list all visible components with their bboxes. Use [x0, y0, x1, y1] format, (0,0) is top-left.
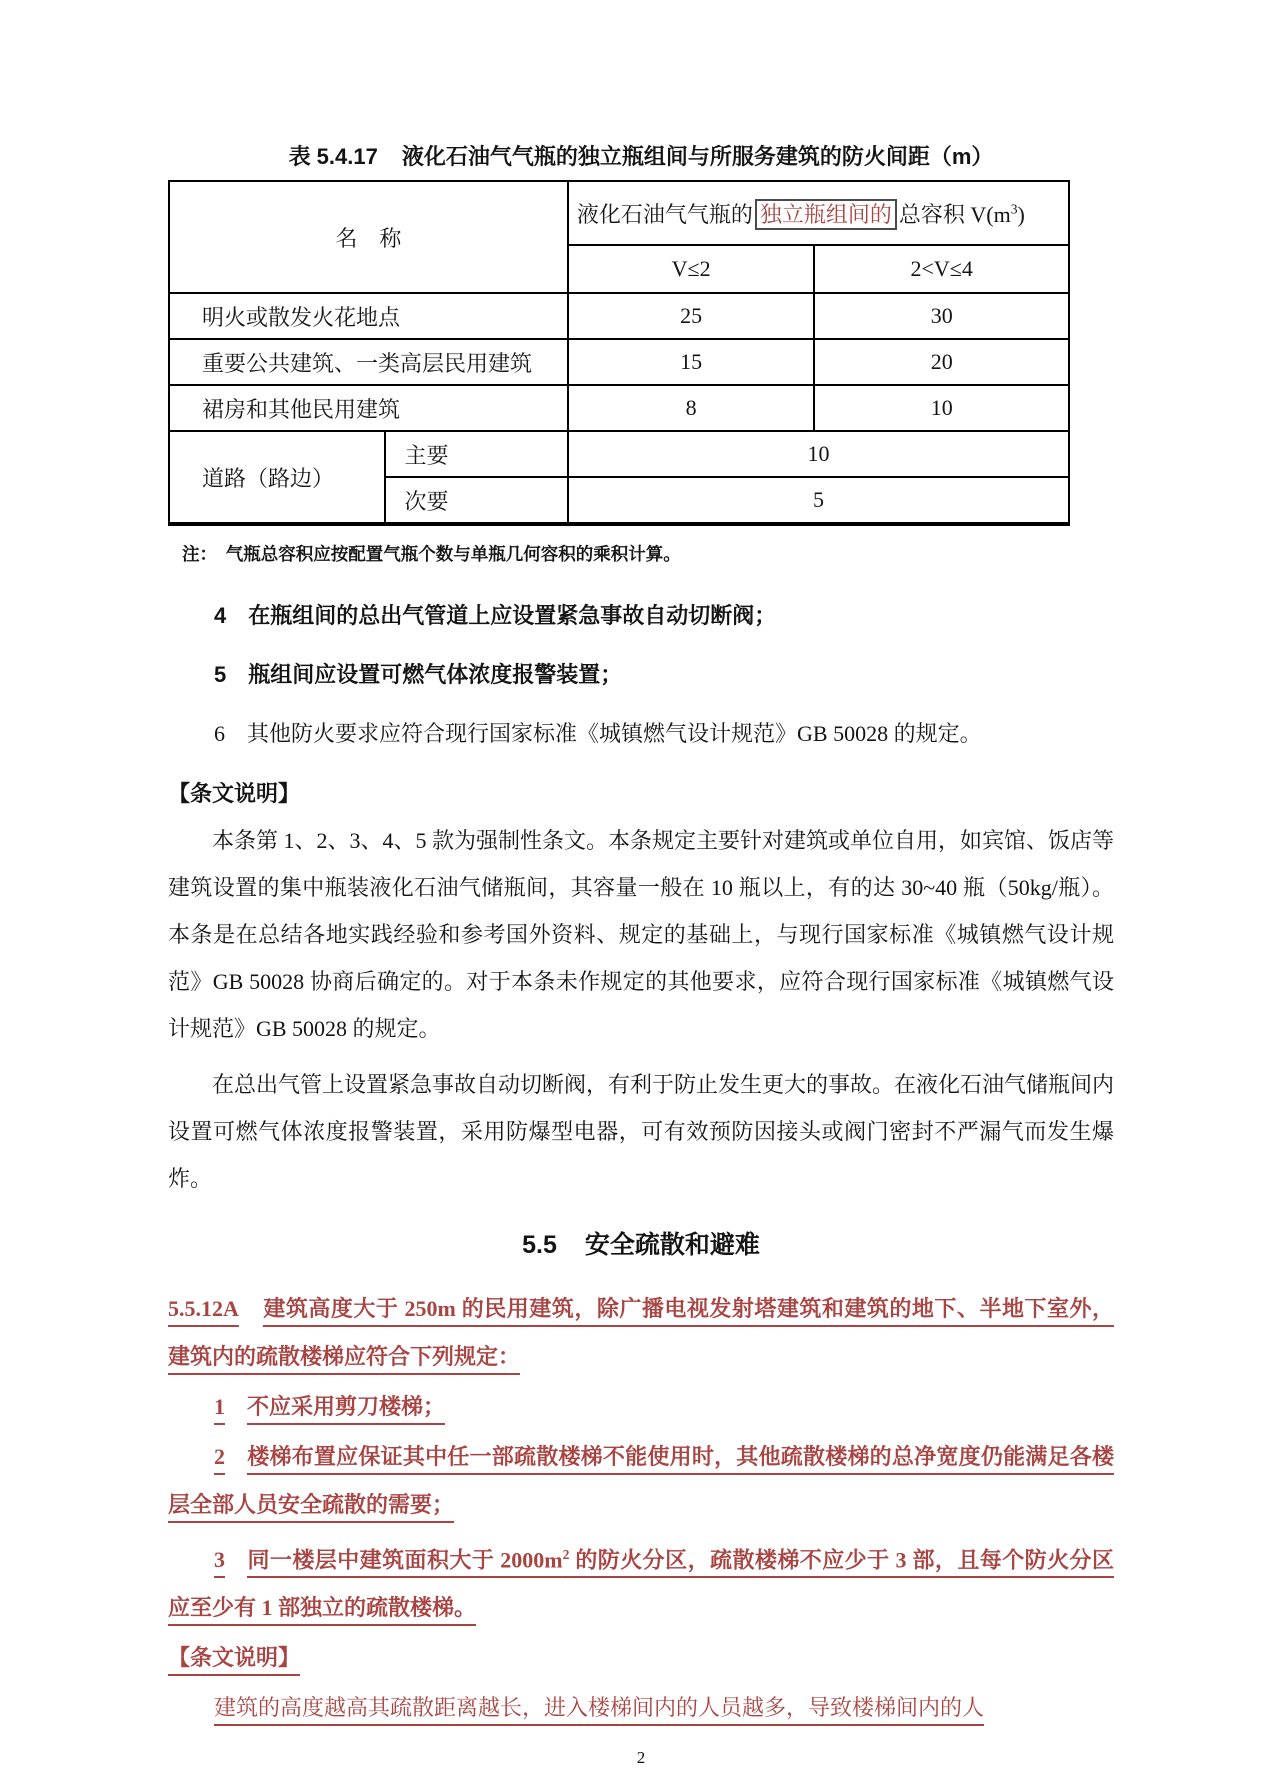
section-heading: [168, 1225, 1114, 1261]
row-value-1: 15: [568, 339, 815, 385]
revision-item-2: [168, 1433, 1114, 1529]
clause-item-6: [168, 717, 1114, 748]
clause-item-number: 6: [214, 721, 225, 746]
row-name: 明火或散发火花地点: [169, 293, 568, 339]
revision-item-text-post: 的防火分区，疏散楼梯不应少于 3 部，且每个防火分区应至少有 1 部独立的疏散楼梯。: [168, 1547, 1114, 1621]
revision-item-number: 1: [214, 1394, 225, 1419]
row-name: 裙房和其他民用建筑: [169, 385, 568, 431]
explanation-paragraph: 在总出气管上设置紧急事故自动切断阀，有利于防止发生更大的事故。在液化石油气储瓶间内设置可燃气体浓度报警装置，采用防爆型电器，可有效预防因接头或阀门密封不严漏气而发生爆炸。: [168, 1072, 1115, 1191]
row-value-1: 25: [568, 293, 815, 339]
revision-item-text-pre: 同一楼层中建筑面积大于 2000m: [247, 1547, 563, 1573]
table-caption-title: 液化石油气气瓶的独立瓶组间与所服务建筑的防火间距（m）: [401, 144, 994, 169]
explanation-header: 【条文说明】: [168, 781, 301, 806]
table-subheader-v2: 2<V≤4: [814, 245, 1069, 293]
revision-clause-number: 5.5.12A: [168, 1296, 239, 1321]
table-row: [169, 339, 1069, 385]
section-title: 安全疏散和避难: [584, 1231, 760, 1259]
volume-header-revision-box: 独立瓶组间的: [755, 199, 897, 230]
explanation-paragraph: 本条第 1、2、3、4、5 款为强制性条文。本条规定主要针对建筑或单位自用，如宾馆、饭店等建筑设置的集中瓶装液化石油气储瓶间，其容量一般在 10 瓶以上，有的达 30~40 瓶（50kg/瓶）。本条是在总结各地实践经验和参考国外资料、规定的基础上，与现行国家标准《城镇燃气设计规范》GB 50028 协商后确定的。对于本条未作规定的其他要求，应符合现行国家标准《城镇燃气设计规范》GB 50028 的规定。: [168, 828, 1115, 1041]
volume-header-prefix: 液化石油气气瓶的: [576, 201, 753, 227]
revision-item-text: 楼梯布置应保证其中任一部疏散楼梯不能使用时，其他疏散楼梯的总净宽度仍能满足各楼层全部人员安全疏散的需要；: [168, 1444, 1114, 1517]
volume-header-mid: 总容积 V(m: [898, 201, 1011, 227]
clause-item-5: [168, 658, 1114, 689]
road-sub-value: 10: [568, 431, 1069, 477]
revision-item-superscript: 2: [562, 1547, 570, 1562]
table-header-row-1: [169, 181, 1069, 245]
revision-item-3: [168, 1531, 1114, 1632]
revision-explanation-text: 建筑的高度越高其疏散距离越长，进入楼梯间内的人员越多，导致楼梯间内的人: [214, 1695, 985, 1721]
section-number: 5.5: [522, 1231, 557, 1259]
revision-clause-5-5-12A: [168, 1285, 1114, 1381]
road-sub-label: 次要: [385, 477, 567, 524]
volume-header-superscript: 3: [1010, 201, 1018, 217]
clause-item-number: 4: [214, 603, 227, 628]
table-subheader-v1: V≤2: [568, 245, 815, 293]
revision-explanation-header: 【条文说明】: [168, 1645, 301, 1671]
volume-header-end: ): [1017, 201, 1025, 227]
page-number: 2: [636, 1748, 646, 1768]
clause-item-4: [168, 599, 1114, 630]
table-header-name: 名 称: [169, 181, 568, 293]
row-name: 重要公共建筑、一类高层民用建筑: [169, 339, 568, 385]
revision-item-number: 2: [214, 1444, 225, 1469]
table-row: [169, 385, 1069, 431]
table-row-road-main: [169, 431, 1069, 477]
row-value-2: 30: [814, 293, 1069, 339]
row-value-2: 10: [814, 385, 1069, 431]
fire-separation-table: [168, 180, 1070, 526]
row-value-1: 8: [568, 385, 815, 431]
revision-item-1: [168, 1383, 1114, 1431]
clause-item-text: 瓶组间应设置可燃气体浓度报警装置；: [248, 662, 623, 687]
revision-item-text: 不应采用剪刀楼梯；: [247, 1394, 446, 1419]
clause-item-text: 其他防火要求应符合现行国家标准《城镇燃气设计规范》GB 50028 的规定。: [247, 721, 982, 746]
row-name-road: 道路（路边）: [169, 431, 385, 524]
clause-item-text: 在瓶组间的总出气管道上应设置紧急事故自动切断阀；: [248, 603, 777, 628]
revision-clause-text: 建筑高度大于 250m 的民用建筑，除广播电视发射塔建筑和建筑的地下、半地下室外，建筑内的疏散楼梯应符合下列规定：: [168, 1296, 1114, 1369]
row-value-2: 20: [814, 339, 1069, 385]
table-header-volume: [568, 181, 1069, 245]
road-sub-label: 主要: [385, 431, 567, 477]
table-row: [169, 293, 1069, 339]
road-sub-value: 5: [568, 477, 1069, 524]
revision-item-number: 3: [214, 1547, 225, 1573]
table-note: 注： 气瓶总容积应按配置气瓶个数与单瓶几何容积的乘积计算。: [182, 544, 681, 564]
table-caption-label: 表 5.4.17: [288, 144, 378, 169]
table-caption: [168, 140, 1114, 171]
clause-item-number: 5: [214, 662, 227, 687]
